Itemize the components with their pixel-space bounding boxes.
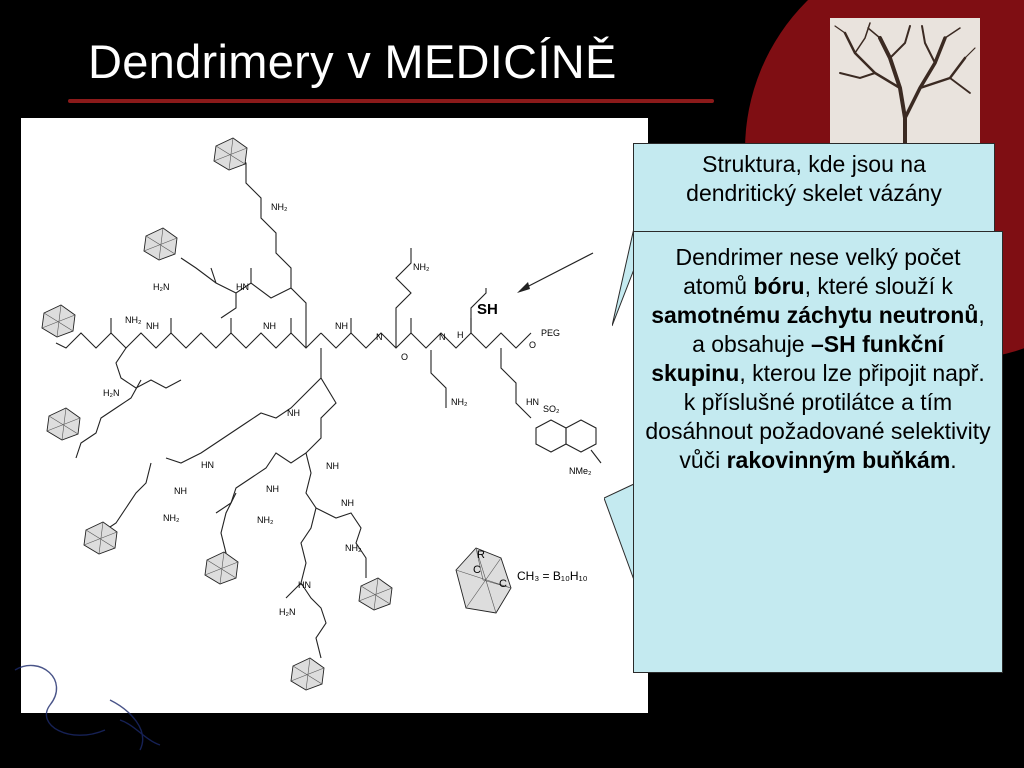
- amide-label: HN: [526, 397, 539, 407]
- callout-text: Dendrimer nese velký počet atomů: [675, 244, 961, 299]
- callout-line: Struktura, kde jsou na: [702, 151, 926, 177]
- dendrimer-structure-figure: [21, 118, 648, 713]
- slide-title: Dendrimery v MEDICÍNĚ: [88, 35, 617, 88]
- peg-label: PEG: [541, 328, 561, 338]
- amide-label: NH: [287, 408, 300, 418]
- callout-text: , které slouží k: [804, 273, 953, 299]
- carborane-formula-label: CH₃ = B₁₀H₁₀: [517, 569, 588, 583]
- callout-line: dendritický skelet vázány: [686, 180, 942, 206]
- amide-label: NH: [174, 486, 187, 496]
- amine-label: NH₂: [413, 262, 430, 272]
- amide-label: HN: [236, 282, 249, 292]
- callout-emphasis: samotnému záchytu neutronů: [651, 302, 979, 328]
- callout-text: , a obsahuje: [692, 302, 985, 357]
- sh-group-label: SH: [477, 301, 498, 318]
- callout-pointer: [604, 470, 636, 590]
- sulfonyl-label: SO₂: [543, 404, 560, 414]
- amide-label: HN: [298, 580, 311, 590]
- amide-hydrogen: H: [457, 330, 464, 340]
- amine-label: NH₂: [345, 543, 362, 553]
- callout-emphasis: –SH funkční skupinu: [651, 331, 944, 386]
- legend-c-label: C: [499, 578, 507, 590]
- legend-c-label: C: [473, 564, 481, 576]
- amide-label: NH: [335, 321, 348, 331]
- callout-text: .: [950, 447, 957, 473]
- amide-label: NH: [266, 484, 279, 494]
- carbonyl-o-label: O: [529, 340, 537, 350]
- amide-label: NH: [146, 321, 159, 331]
- amine-label: H₂N: [153, 282, 170, 292]
- callout-emphasis: rakovinným buňkám: [726, 447, 951, 473]
- carbonyl-o-label: O: [401, 352, 409, 362]
- amide-label: NH: [263, 321, 276, 331]
- amine-label: NH₂: [257, 515, 274, 525]
- callout-boron-note: [633, 231, 1003, 673]
- amine-label: H₂N: [103, 388, 120, 398]
- amine-label: NH₂: [451, 397, 468, 407]
- decorative-swirl: [10, 650, 170, 760]
- amine-label: NH₂: [271, 202, 288, 212]
- title-underline: [68, 99, 714, 103]
- callout-text: , kterou lze připojit např. k příslušné protilátce a tím dosáhnout požadované selektivity vůči: [645, 360, 991, 473]
- amide-nitrogen: N: [376, 332, 383, 342]
- amine-label: NH₂: [163, 513, 180, 523]
- amide-nitrogen: N: [439, 332, 446, 342]
- legend-r-label: R: [477, 549, 485, 561]
- amine-label: NH₂: [125, 315, 142, 325]
- callout-emphasis: bóru: [753, 273, 805, 299]
- amide-label: NH: [341, 498, 354, 508]
- amine-label: H₂N: [279, 607, 296, 617]
- dimethylamino-label: NMe₂: [569, 466, 592, 476]
- amide-label: HN: [201, 460, 214, 470]
- amide-label: NH: [326, 461, 339, 471]
